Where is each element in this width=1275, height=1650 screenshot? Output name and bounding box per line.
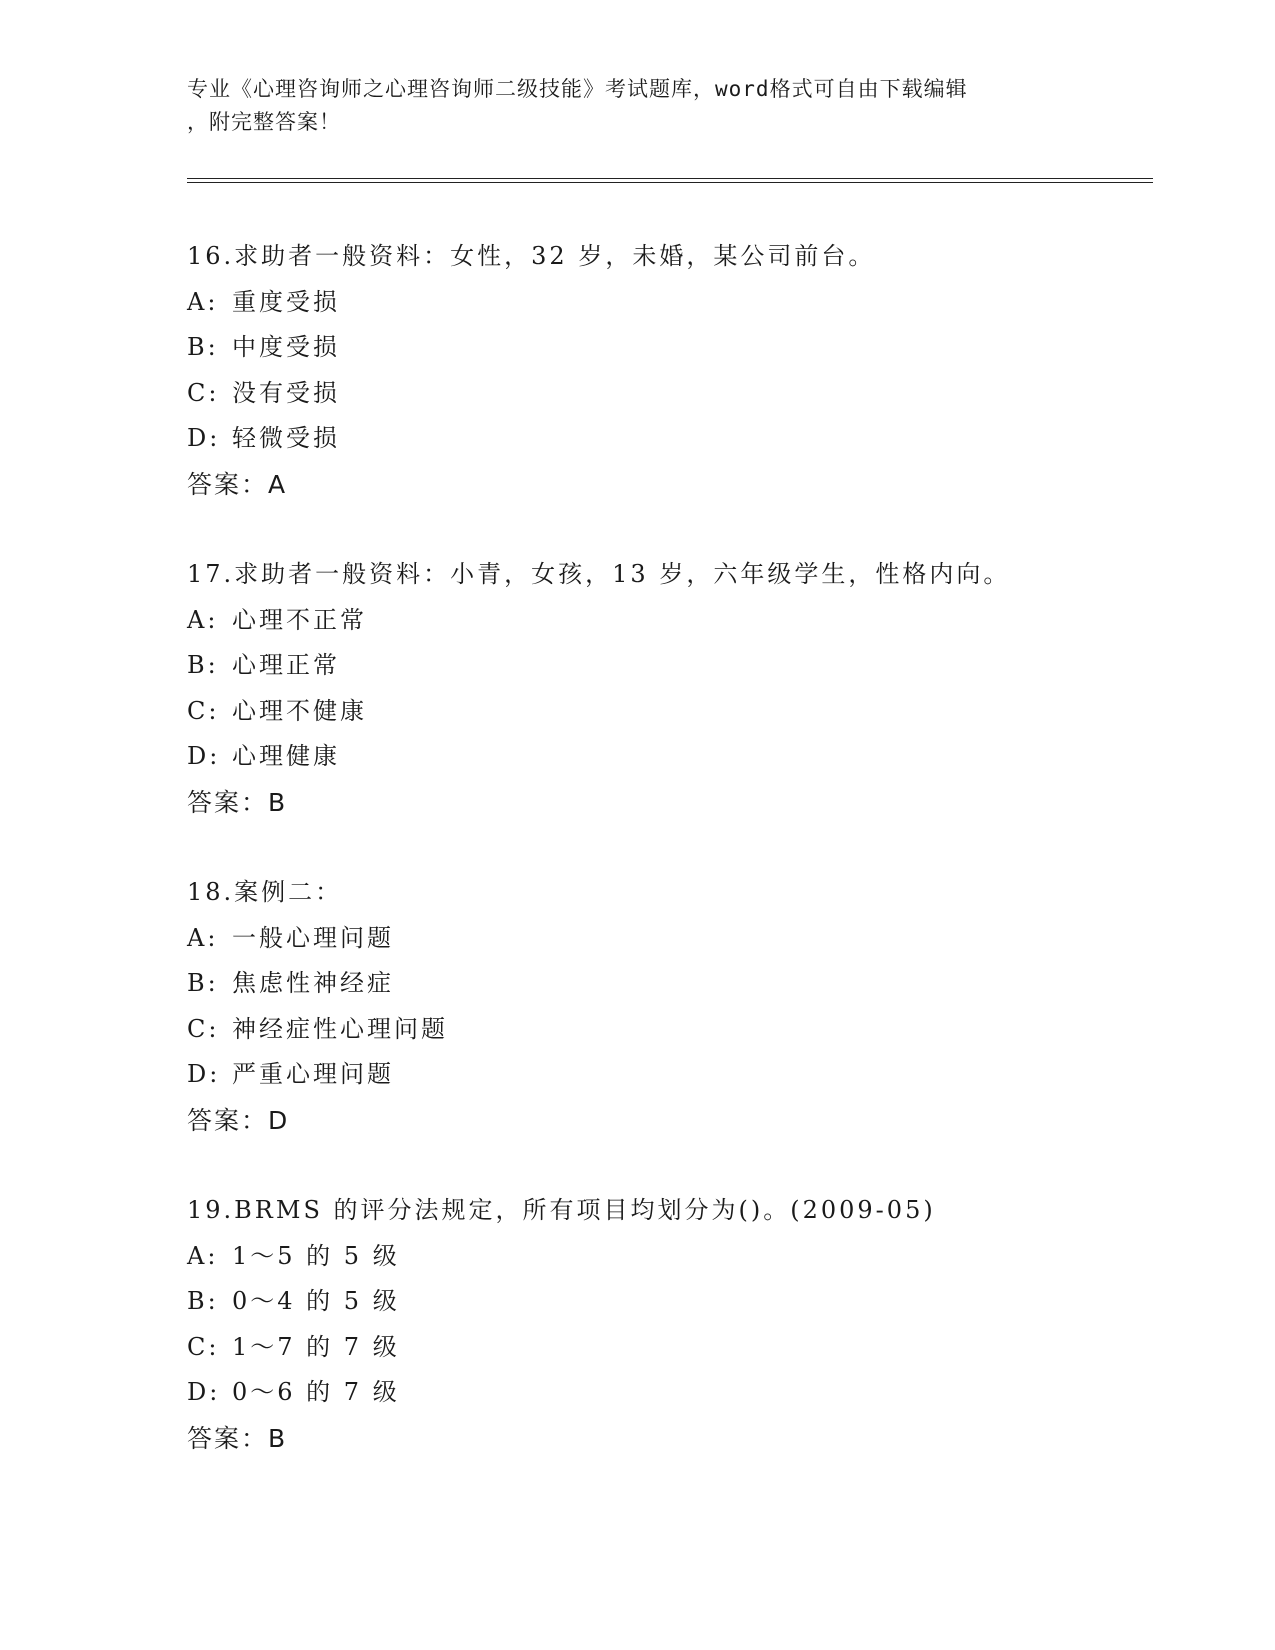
option-b [187,961,1147,1007]
document-header [187,73,1067,139]
option-a [187,1234,1147,1280]
option-b [187,643,1147,689]
option-c [187,1007,1147,1053]
option-c [187,1325,1147,1371]
option-letter: B: [187,333,219,361]
question-18 [187,870,1147,1143]
option-letter: D: [187,1378,221,1406]
option-d [187,416,1147,462]
option-a [187,598,1147,644]
option-a [187,280,1147,326]
header-text-line-1: 专业《心理咨询师之心理咨询师二级技能》考试题库，word格式可自由下载编辑 [187,77,968,101]
option-text: 没有受损 [232,378,340,407]
option-letter: D: [187,1060,221,1088]
answer-line: 答案：B [187,1423,288,1453]
option-text: 心理健康 [232,742,340,770]
option-letter: A: [187,923,219,952]
option-text: 0～4 的 5 级 [232,1287,400,1315]
option-letter: D: [187,424,221,452]
option-text: 焦虑性神经症 [232,969,394,997]
option-text: 心理不正常 [232,605,367,634]
option-d [187,1052,1147,1098]
option-text: 轻微受损 [232,424,340,452]
option-letter: C: [187,1014,220,1043]
option-c [187,371,1147,417]
option-text: 重度受损 [232,287,340,316]
answer-line: 答案：D [187,1105,290,1135]
option-text: 1～5 的 5 级 [232,1241,400,1270]
question-17 [187,552,1147,825]
option-letter: C: [187,696,220,725]
question-stem: 16.求助者一般资料：女性，32 岁，未婚，某公司前台。 [187,242,876,270]
option-text: 心理不健康 [232,696,367,725]
answer-line: 答案：B [187,787,288,817]
option-letter: A: [187,287,219,316]
option-text: 心理正常 [232,651,340,679]
header-divider-top [187,178,1153,179]
option-text: 严重心理问题 [232,1060,394,1088]
answer-line: 答案：A [187,469,288,499]
option-text: 中度受损 [232,333,340,361]
question-stem: 19.BRMS 的评分法规定，所有项目均划分为()。(2009-05) [187,1196,936,1224]
option-b [187,325,1147,371]
question-stem: 17.求助者一般资料：小青，女孩，13 岁，六年级学生，性格内向。 [187,560,1011,588]
question-16 [187,234,1147,507]
option-letter: A: [187,1241,219,1270]
option-d [187,1370,1147,1416]
header-text-line-2: ，附完整答案！ [187,110,341,134]
option-d [187,734,1147,780]
option-letter: C: [187,1332,220,1361]
option-letter: B: [187,1287,219,1315]
option-letter: A: [187,605,219,634]
option-text: 一般心理问题 [232,923,394,952]
question-stem: 18.案例二： [187,878,343,906]
option-b [187,1279,1147,1325]
option-letter: B: [187,651,219,679]
option-letter: B: [187,969,219,997]
option-text: 0～6 的 7 级 [232,1378,400,1406]
option-text: 1～7 的 7 级 [232,1332,400,1361]
header-divider-bottom [187,182,1153,183]
question-19 [187,1188,1147,1461]
option-letter: C: [187,378,220,407]
option-text: 神经症性心理问题 [232,1014,448,1043]
option-letter: D: [187,742,221,770]
option-a [187,916,1147,962]
option-c [187,689,1147,735]
